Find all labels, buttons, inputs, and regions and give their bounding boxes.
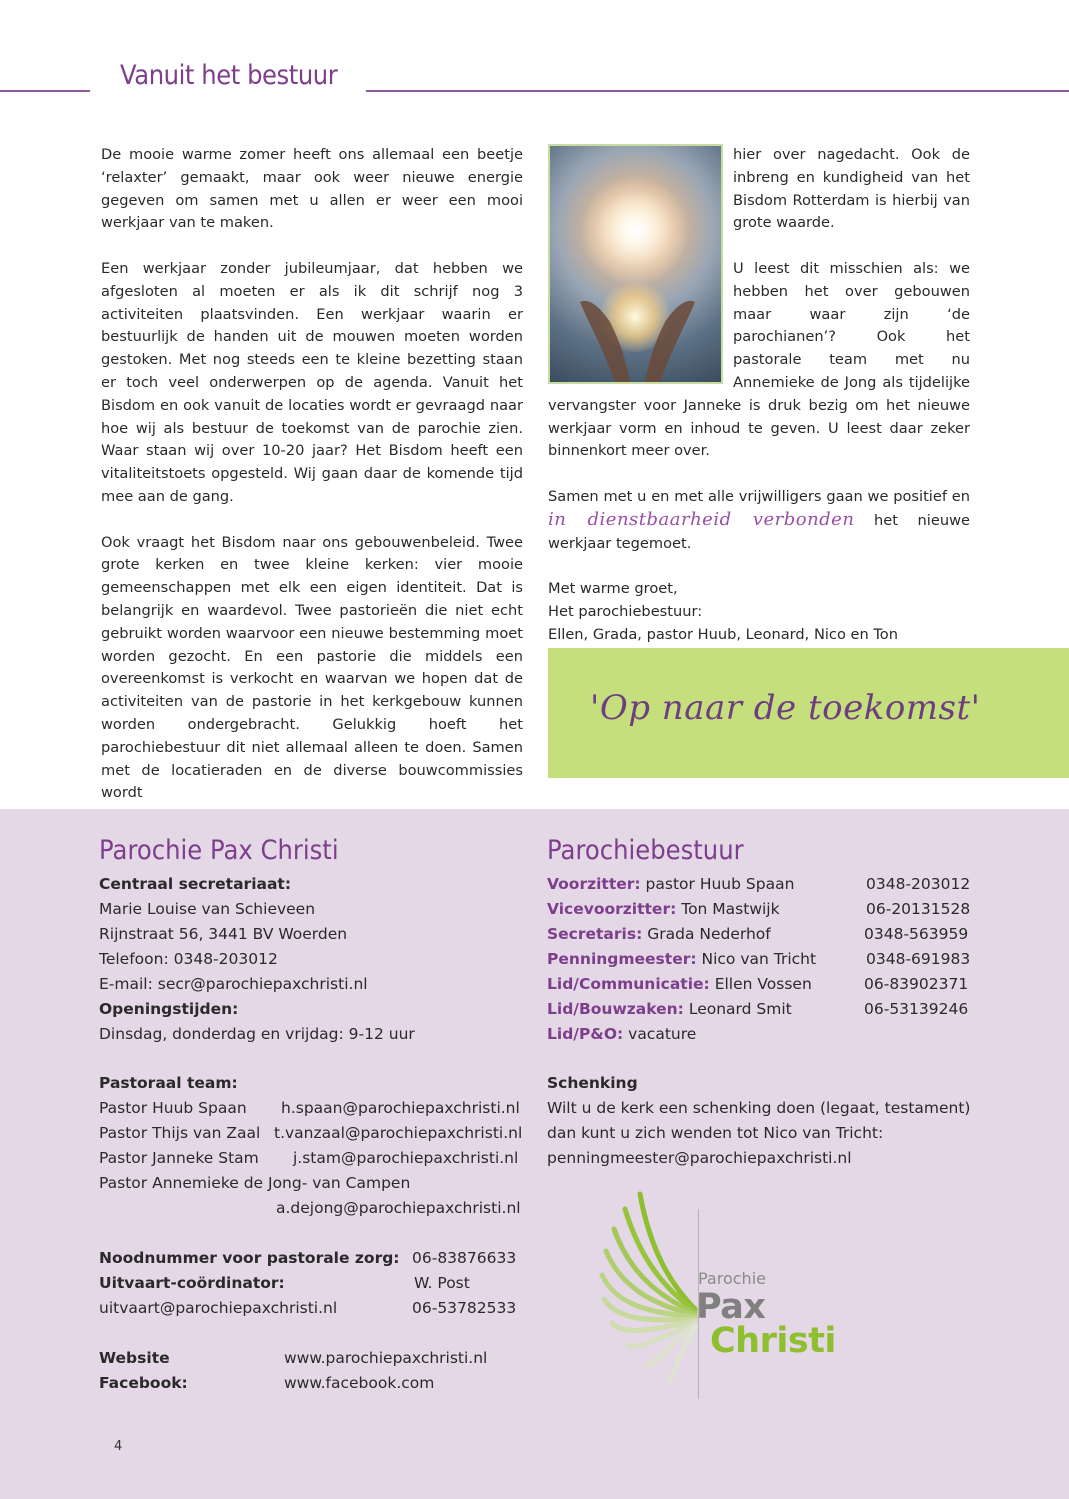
hours-value: Dinsdag, donderdag en vrijdag: 9-12 uur — [99, 1025, 415, 1043]
article-column-right — [548, 144, 970, 669]
board-member-row — [547, 897, 780, 922]
team-member-name: Pastor Janneke Stam — [99, 1149, 259, 1167]
article-paragraph: hier over nagedacht. Ook de inbreng en kundigheid van het Bisdom Rotterdam is hierbij van grote waarde. — [733, 146, 970, 232]
board-member-phone: 06-53139246 — [864, 1000, 969, 1018]
team-member-name: Pastor Annemieke de Jong- van Campen — [99, 1174, 411, 1192]
logo-text-christi: Christi — [710, 1321, 836, 1361]
header-rule-left — [0, 90, 90, 92]
secretariat-phone: Telefoon: 0348-203012 — [99, 950, 278, 968]
secretariat-address: Rijnstraat 56, 3441 BV Woerden — [99, 925, 348, 943]
board-role: Lid/Bouwzaken: — [547, 1000, 684, 1018]
board-member-name: vacature — [628, 1025, 697, 1043]
funeral-label: Uitvaart-coördinator: — [99, 1274, 285, 1292]
quote-box — [548, 648, 1069, 778]
team-member-email[interactable]: h.spaan@parochiepaxchristi.nl — [281, 1099, 520, 1117]
wing-icon — [600, 1189, 700, 1389]
board-member-phone: 0348-691983 — [866, 950, 971, 968]
website-link[interactable]: www.parochiepaxchristi.nl — [284, 1349, 488, 1367]
team-member-name: Pastor Thijs van Zaal — [99, 1124, 261, 1142]
hands-light-photo — [548, 144, 723, 384]
board-member-row — [547, 1022, 696, 1047]
signature-block — [548, 578, 970, 646]
donation-line: Wilt u de kerk een schenking doen (legaat, testament) — [547, 1099, 971, 1117]
team-member-email[interactable]: a.dejong@parochiepaxchristi.nl — [276, 1199, 521, 1217]
team-member-name: Pastor Huub Spaan — [99, 1099, 247, 1117]
section-title: Vanuit het bestuur — [120, 60, 338, 91]
team-member-email[interactable]: j.stam@parochiepaxchristi.nl — [293, 1149, 519, 1167]
board-member-name: pastor Huub Spaan — [645, 875, 795, 893]
article-paragraph: U leest dit misschien als: we hebben het over gebouwen maar waar zijn ‘de parochianen’? Ook het pastorale team met nu Annemieke de Jong als tijdelijke vervangster voor Janneke is druk bezig om het nieuwe werkjaar vorm en inhoud te geven. U leest daar zeker binnenkort meer over. — [548, 259, 970, 460]
funeral-email[interactable]: uitvaart@parochiepaxchristi.nl — [99, 1299, 338, 1317]
board-member-name: Nico van Tricht — [701, 950, 817, 968]
facebook-label: Facebook: — [99, 1374, 188, 1392]
raised-hands-graphic — [570, 262, 705, 382]
facebook-link[interactable]: www.facebook.com — [284, 1374, 435, 1392]
board-member-row — [547, 872, 794, 897]
board-member-phone: 0348-203012 — [866, 875, 971, 893]
secretariat-email[interactable]: E-mail: secr@parochiepaxchristi.nl — [99, 975, 368, 993]
article-paragraph: De mooie warme zomer heeft ons allemaal een beetje ‘relaxter’ gemaakt, maar ook weer nieuwe energie gegeven om samen met u allen er weer een mooi werkjaar van te maken. — [101, 146, 523, 232]
board-role: Lid/P&O: — [547, 1025, 624, 1043]
board-role: Voorzitter: — [547, 875, 641, 893]
donation-email[interactable]: penningmeester@parochiepaxchristi.nl — [547, 1149, 852, 1167]
logo-text-parochie: Parochie — [698, 1269, 766, 1288]
secretariat-label: Centraal secretariaat: — [99, 875, 292, 893]
emergency-number: 06-83876633 — [412, 1249, 517, 1267]
board-member-name: Ellen Vossen — [714, 975, 812, 993]
team-label: Pastoraal team: — [99, 1074, 238, 1092]
sentence-end: het nieuwe werkjaar tegemoet. — [548, 511, 970, 552]
logo-text-pax: Pax — [696, 1287, 766, 1327]
funeral-number: 06-53782533 — [412, 1299, 517, 1317]
parish-heading: Parochie Pax Christi — [99, 835, 339, 866]
article-paragraph: Een werkjaar zonder jubileumjaar, dat hebben we afgesloten al moeten er als ik dit schrijf nog 3 activiteiten plaatsvinden. Een werkjaar waarin er bestuurlijk de handen uit de mouwen moeten worden gestoken. Met nog steeds een te kleine bezetting staan er toch veel onderwerpen op de agenda. Vanuit het Bisdom en ook vanuit de locaties wordt er gevraagd naar hoe wij als bestuur de toekomst van de parochie zien. Waar staan wij over 10-20 jaar? Het Bisdom heeft een vitaliteitstoets opgesteld. Wij gaan daar de komende tijd mee aan de gang. — [101, 259, 523, 505]
article-paragraph-closing-sentence — [548, 486, 970, 555]
donation-label: Schenking — [547, 1074, 638, 1092]
board-member-name: Leonard Smit — [688, 1000, 792, 1018]
website-label: Website — [99, 1349, 170, 1367]
header-rule-right — [366, 90, 1069, 92]
signature-org: Het parochiebestuur: — [548, 602, 703, 620]
board-member-phone: 06-83902371 — [864, 975, 969, 993]
board-member-name: Ton Mastwijk — [681, 900, 780, 918]
team-member-email[interactable]: t.vanzaal@parochiepaxchristi.nl — [274, 1124, 523, 1142]
quote-text: 'Op naar de toekomst' — [590, 688, 981, 728]
funeral-name: W. Post — [414, 1274, 470, 1292]
secretariat-name: Marie Louise van Schieveen — [99, 900, 316, 918]
board-member-row — [547, 922, 771, 947]
contact-info-section — [0, 809, 1069, 1499]
article-column-left — [101, 144, 523, 802]
pax-christi-logo — [600, 1189, 860, 1404]
board-role: Penningmeester: — [547, 950, 697, 968]
board-member-phone: 0348-563959 — [864, 925, 969, 943]
board-member-row — [547, 947, 816, 972]
signature-names: Ellen, Grada, pastor Huub, Leonard, Nico en Ton — [548, 625, 898, 643]
board-role: Secretaris: — [547, 925, 643, 943]
greeting: Met warme groet, — [548, 580, 678, 598]
board-heading: Parochiebestuur — [547, 835, 744, 866]
emergency-label: Noodnummer voor pastorale zorg: — [99, 1249, 400, 1267]
board-member-row — [547, 972, 812, 997]
article-paragraph: Ook vraagt het Bisdom naar ons gebouwenbeleid. Twee grote kerken en twee kleine kerken: vier mooie gemeenschappen met elk een eigen identiteit. Dat is belangrijk en waardevol. Twee pastorieën die niet echt gebruikt worden waarvoor een nieuwe bestemming moet worden gezocht. En een pastorie die middels een overeenkomst is verkocht en waarvan we hopen dat de activiteiten van de pastorie in het kerkgebouw kunnen worden ondergebracht. Gelukkig hoeft het parochiebestuur dit niet allemaal alleen te doen. Samen met de locatieraden en de diverse bouwcommissies wordt — [101, 533, 523, 802]
board-member-row — [547, 997, 792, 1022]
donation-line: dan kunt u zich wenden tot Nico van Tricht: — [547, 1124, 884, 1142]
page-number: 4 — [114, 1439, 123, 1454]
sentence-start: Samen met u en met alle vrijwilligers gaan we positief en — [548, 487, 970, 505]
highlighted-phrase: in dienstbaarheid verbonden — [548, 508, 855, 530]
board-role: Lid/Communicatie: — [547, 975, 710, 993]
hours-label: Openingstijden: — [99, 1000, 239, 1018]
board-member-phone: 06-20131528 — [866, 900, 971, 918]
board-member-name: Grada Nederhof — [647, 925, 771, 943]
board-role: Vicevoorzitter: — [547, 900, 677, 918]
